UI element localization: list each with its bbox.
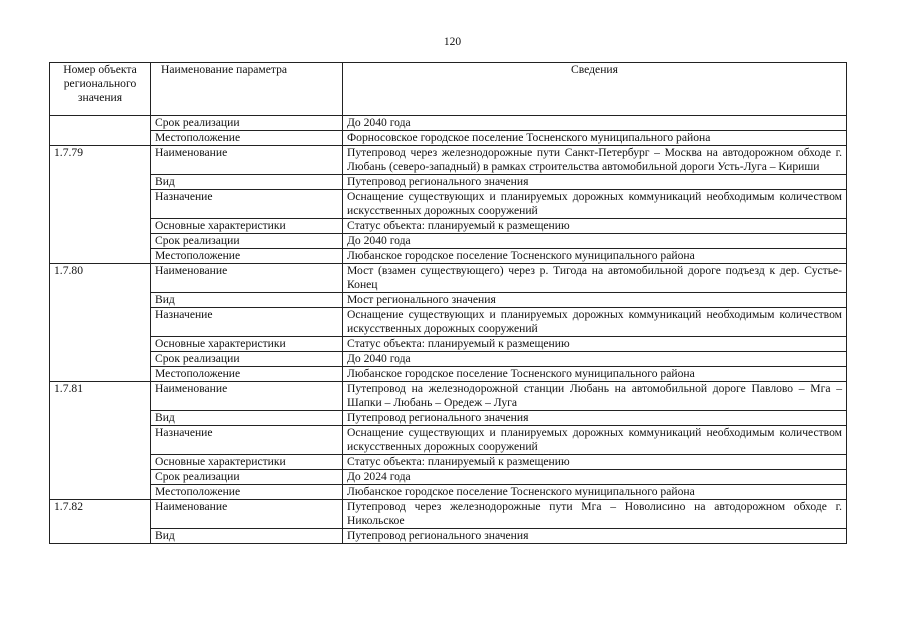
table-row — [50, 470, 847, 485]
value-cell: Статус объекта: планируемый к размещению — [343, 337, 847, 352]
parameter-cell: Вид — [151, 293, 343, 308]
value-cell: Оснащение существующих и планируемых дорожных коммуникаций необходимым количеством искусственных дорожных сооружений — [343, 308, 847, 337]
value-cell: Оснащение существующих и планируемых дорожных коммуникаций необходимым количеством искусственных дорожных сооружений — [343, 190, 847, 219]
table-row — [50, 131, 847, 146]
value-cell: Любанское городское поселение Тосненского муниципального района — [343, 249, 847, 264]
value-cell: Любанское городское поселение Тосненского муниципального района — [343, 485, 847, 500]
parameter-cell: Основные характеристики — [151, 337, 343, 352]
table-header-row — [50, 63, 847, 116]
parameter-cell: Наименование — [151, 146, 343, 175]
object-number-cell: 1.7.82 — [50, 500, 151, 544]
value-cell: До 2040 года — [343, 352, 847, 367]
value-cell: Мост регионального значения — [343, 293, 847, 308]
table-row — [50, 175, 847, 190]
parameter-cell: Основные характеристики — [151, 455, 343, 470]
value-cell: Форносовское городское поселение Тосненского муниципального района — [343, 131, 847, 146]
value-cell: Любанское городское поселение Тосненского муниципального района — [343, 367, 847, 382]
parameter-cell: Вид — [151, 175, 343, 190]
parameter-cell: Срок реализации — [151, 470, 343, 485]
object-number-cell: 1.7.81 — [50, 382, 151, 500]
header-number: Номер объекта регионального значения — [50, 63, 151, 116]
table-row — [50, 485, 847, 500]
value-cell: Путепровод через железнодорожные пути Мга – Новолисино на автодорожном обходе г. Никольское — [343, 500, 847, 529]
table-row — [50, 382, 847, 411]
parameter-cell: Местоположение — [151, 131, 343, 146]
value-cell: Статус объекта: планируемый к размещению — [343, 219, 847, 234]
table-row — [50, 500, 847, 529]
parameter-cell: Наименование — [151, 500, 343, 529]
table-row — [50, 367, 847, 382]
parameter-cell: Вид — [151, 411, 343, 426]
value-cell: До 2024 года — [343, 470, 847, 485]
table-body — [50, 63, 847, 544]
parameter-cell: Местоположение — [151, 367, 343, 382]
table-row — [50, 352, 847, 367]
regional-objects-table — [49, 62, 847, 544]
table-row — [50, 426, 847, 455]
value-cell: До 2040 года — [343, 234, 847, 249]
object-number-cell — [50, 116, 151, 146]
parameter-cell: Назначение — [151, 190, 343, 219]
value-cell: До 2040 года — [343, 116, 847, 131]
object-number-cell: 1.7.80 — [50, 264, 151, 382]
table-row — [50, 264, 847, 293]
object-number-cell: 1.7.79 — [50, 146, 151, 264]
parameter-cell: Срок реализации — [151, 352, 343, 367]
parameter-cell: Наименование — [151, 382, 343, 411]
header-details: Сведения — [343, 63, 847, 116]
value-cell: Путепровод регионального значения — [343, 175, 847, 190]
table-row — [50, 411, 847, 426]
table-row — [50, 219, 847, 234]
value-cell: Путепровод на железнодорожной станции Любань на автомобильной дороге Павлово – Мга – Шапки – Любань – Оредеж – Луга — [343, 382, 847, 411]
parameter-cell: Срок реализации — [151, 116, 343, 131]
value-cell: Путепровод регионального значения — [343, 411, 847, 426]
parameter-cell: Основные характеристики — [151, 219, 343, 234]
table-row — [50, 337, 847, 352]
parameter-cell: Назначение — [151, 426, 343, 455]
table-row — [50, 116, 847, 131]
parameter-cell: Местоположение — [151, 249, 343, 264]
parameter-cell: Назначение — [151, 308, 343, 337]
page-number: 120 — [443, 36, 462, 48]
table-row — [50, 529, 847, 544]
value-cell: Статус объекта: планируемый к размещению — [343, 455, 847, 470]
table-row — [50, 234, 847, 249]
value-cell: Оснащение существующих и планируемых дорожных коммуникаций необходимым количеством искусственных дорожных сооружений — [343, 426, 847, 455]
table-row — [50, 293, 847, 308]
value-cell: Путепровод регионального значения — [343, 529, 847, 544]
table-row — [50, 146, 847, 175]
parameter-cell: Вид — [151, 529, 343, 544]
table-row — [50, 455, 847, 470]
value-cell: Мост (взамен существующего) через р. Тигода на автомобильной дороге подъезд к дер. Сустье-Конец — [343, 264, 847, 293]
parameter-cell: Местоположение — [151, 485, 343, 500]
table-row — [50, 249, 847, 264]
parameter-cell: Срок реализации — [151, 234, 343, 249]
table-row — [50, 308, 847, 337]
parameter-cell: Наименование — [151, 264, 343, 293]
value-cell: Путепровод через железнодорожные пути Санкт-Петербург – Москва на автодорожном обходе г. Любань (северо-западный) в рамках строительства автомобильной дороги Усть-Луга – Кириши — [343, 146, 847, 175]
header-parameter: Наименование параметра — [151, 63, 343, 116]
table-row — [50, 190, 847, 219]
